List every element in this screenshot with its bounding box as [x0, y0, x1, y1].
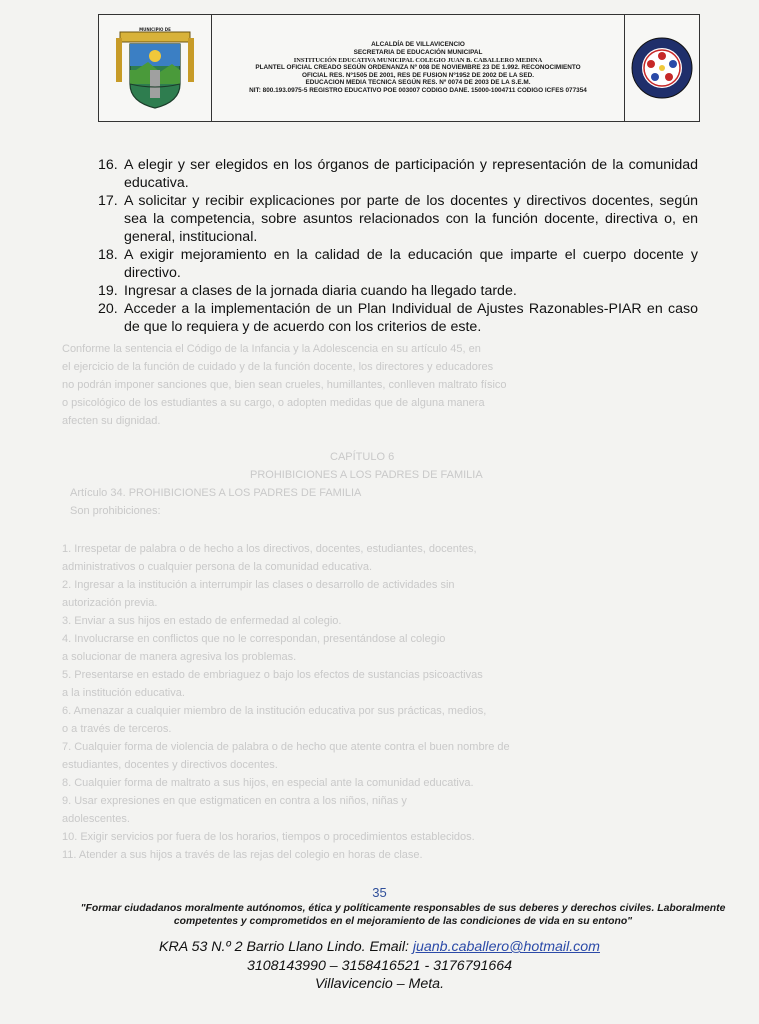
city-line: Villavicencio – Meta. [314, 976, 445, 992]
header-line: SECRETARIA DE EDUCACIÓN MUNICIPAL [353, 49, 483, 57]
svg-text:MUNICIPIO DE: MUNICIPIO DE [139, 27, 171, 32]
list-item [98, 246, 698, 282]
school-seal [625, 15, 699, 121]
item-text: A solicitar y recibir explicaciones por parte de los docentes y directivos docentes, según sea la competencia, sobre asuntos relacionados con la función docente, directiva o, en general, institucional. [124, 193, 698, 245]
header-line: NIT: 800.193.0975-5 REGISTRO EDUCATIVO POE 003007 CODIGO DANE. 15000-1004711 CODIGO ICFES 077354 [249, 86, 587, 94]
item-number: 17. [98, 193, 118, 209]
email-link[interactable]: juanb.caballero@hotmail.com [412, 939, 600, 955]
seal-icon [630, 36, 694, 100]
header-line: ALCALDÍA DE VILLAVICENCIO [371, 41, 465, 49]
item-text: A exigir mejoramiento en la calidad de la educación que imparte el cuerpo docente y directivo. [124, 247, 698, 281]
header-line: EDUCACION MEDIA TECNICA SEGÚN RES. Nº 0074 DE 2003 DE LA S.E.M. [305, 79, 531, 87]
list-item [98, 282, 698, 300]
list-item [98, 156, 698, 192]
institution-info [212, 15, 625, 121]
header-line: PLANTEL OFICIAL CREADO SEGÚN ORDENANZA Nº 008 DE NOVIEMBRE 23 DE 1.992. RECONOCIMIENTO [255, 64, 581, 72]
header-line: OFICIAL RES. Nº1505 DE 2001, RES DE FUSION Nº1952 DE 2002 DE LA SED. [302, 71, 534, 79]
crest-icon [116, 26, 194, 110]
item-text: Acceder a la implementación de un Plan Individual de Ajustes Razonables-PIAR en caso de que lo requiera y de acuerdo con los criterios de este. [124, 301, 698, 335]
institution-motto: "Formar ciudadanos moralmente autónomos, ética y políticamente responsables de sus deberes y derechos civiles. Laboralmente competentes y comprometidos en el mejoramiento de las condiciones de vida en su entono" [80, 903, 726, 927]
municipal-crest [99, 15, 212, 121]
page-number: 35 [372, 885, 387, 900]
contact-block [0, 938, 759, 994]
phone-line: 3108143990 – 3158416521 - 3176791664 [246, 957, 513, 974]
address-line [0, 938, 759, 957]
header-line: INSTITUCIÓN EDUCATIVA MUNICIPAL COLEGIO JUAN B. CABALLERO MEDINA [293, 56, 543, 64]
item-number: 19. [98, 283, 118, 299]
item-number: 16. [98, 157, 118, 173]
item-number: 18. [98, 247, 118, 263]
letterhead [98, 14, 700, 122]
item-text: Ingresar a clases de la jornada diaria cuando ha llegado tarde. [124, 283, 517, 299]
item-text: A elegir y ser elegidos en los órganos de participación y representación de la comunidad educativa. [124, 157, 698, 191]
rights-list [98, 156, 698, 336]
address-text: KRA 53 N.º 2 Barrio Llano Lindo. Email: [159, 939, 413, 955]
list-item [98, 192, 698, 246]
item-number: 20. [98, 301, 118, 317]
list-item [98, 300, 698, 336]
